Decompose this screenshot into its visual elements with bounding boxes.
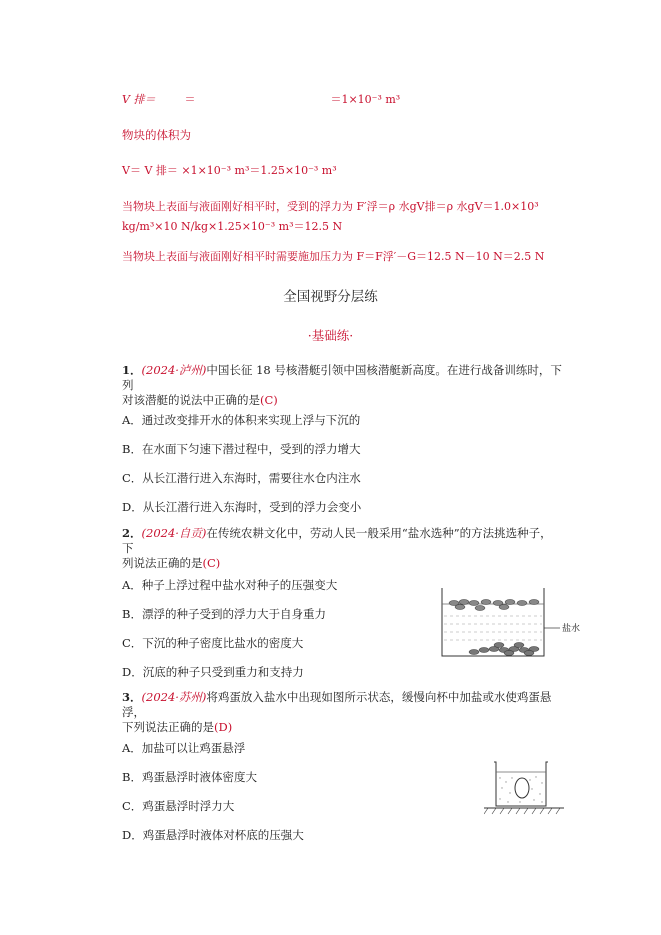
question-1-number: 1． xyxy=(122,363,142,377)
salt-water-label: 盐水 xyxy=(562,624,581,634)
buoyancy-line-2: kg/m³×10 N/kg×1.25×10⁻³ m³＝12.5 N xyxy=(122,220,343,233)
question-2-stem xyxy=(122,526,562,571)
v-pai-mid: ＝ xyxy=(184,93,196,106)
question-3-option-c: C．鸡蛋悬浮时浮力大 xyxy=(122,799,235,813)
question-2-option-b: B．漂浮的种子受到的浮力大于自身重力 xyxy=(122,607,326,621)
v-pai-left: V 排＝ xyxy=(122,93,156,106)
question-2-source: (2024·自贡) xyxy=(141,526,207,540)
question-1-option-a: A．通过改变排开水的体积来实现上浮与下沉的 xyxy=(122,413,361,427)
v-pai-equation xyxy=(122,93,400,107)
question-1-option-d: D．从长江潜行进入东海时，受到的浮力会变小 xyxy=(122,500,362,514)
question-3-source: (2024·苏州) xyxy=(141,690,207,704)
question-3-option-a: A．加盐可以让鸡蛋悬浮 xyxy=(122,741,246,755)
question-2-option-c: C．下沉的种子密度比盐水的密度大 xyxy=(122,636,304,650)
buoyancy-line-1: 当物块上表面与液面刚好相平时，受到的浮力为 F′浮＝ρ 水gV排＝ρ 水gV＝1.0×10³ xyxy=(122,200,539,213)
question-1-stem xyxy=(122,363,562,408)
question-3-stem-b: 下列说法正确的是 xyxy=(122,720,214,734)
egg-beaker-figure xyxy=(484,758,564,820)
v-formula: V＝ V 排＝ ×1×10⁻³ m³＝1.25×10⁻³ m³ xyxy=(122,164,337,177)
question-1-stem-a: 中国长征 18 号核潜艇引领中国核潜艇新高度。在进行战备训练时，下列 xyxy=(122,363,562,392)
question-1-source: (2024·泸州) xyxy=(141,363,207,377)
question-2-number: 2． xyxy=(122,526,142,540)
question-3-stem xyxy=(122,690,562,735)
question-2-stem-b: 列说法正确的是 xyxy=(122,556,203,570)
subsection-title: ·基础练· xyxy=(307,328,354,343)
v-pai-result: ＝1×10⁻³ m³ xyxy=(330,93,401,106)
question-3-number: 3． xyxy=(122,690,142,704)
question-2-option-d: D．沉底的种子只受到重力和支持力 xyxy=(122,665,304,679)
question-3-answer: (D) xyxy=(214,720,233,734)
question-3-stem-a: 将鸡蛋放入盐水中出现如图所示状态，缓慢向杯中加盐或水使鸡蛋悬浮， xyxy=(122,690,552,719)
block-volume-label: 物块的体积为 xyxy=(122,128,191,142)
question-2-stem-a: 在传统农耕文化中，劳动人民一般采用“盐水选种”的方法挑选种子，下 xyxy=(122,526,552,555)
section-title: 全国视野分层练 xyxy=(283,289,378,305)
question-2-answer: (C) xyxy=(202,556,221,570)
question-1-option-b: B．在水面下匀速下潜过程中，受到的浮力增大 xyxy=(122,442,361,456)
salt-water-seed-figure xyxy=(436,586,586,661)
question-1-stem-b: 对该潜艇的说法中正确的是 xyxy=(122,393,260,407)
question-2-option-a: A．种子上浮过程中盐水对种子的压强变大 xyxy=(122,578,338,592)
question-3-option-b: B．鸡蛋悬浮时液体密度大 xyxy=(122,770,257,784)
question-3-option-d: D．鸡蛋悬浮时液体对杯底的压强大 xyxy=(122,828,304,842)
question-1-answer: (C) xyxy=(260,393,278,407)
question-1-option-c: C．从长江潜行进入东海时，需要往水仓内注水 xyxy=(122,471,361,485)
pressure-line: 当物块上表面与液面刚好相平时需要施加压力为 F＝F浮′－G＝12.5 N－10 N＝2.5 N xyxy=(122,250,545,263)
